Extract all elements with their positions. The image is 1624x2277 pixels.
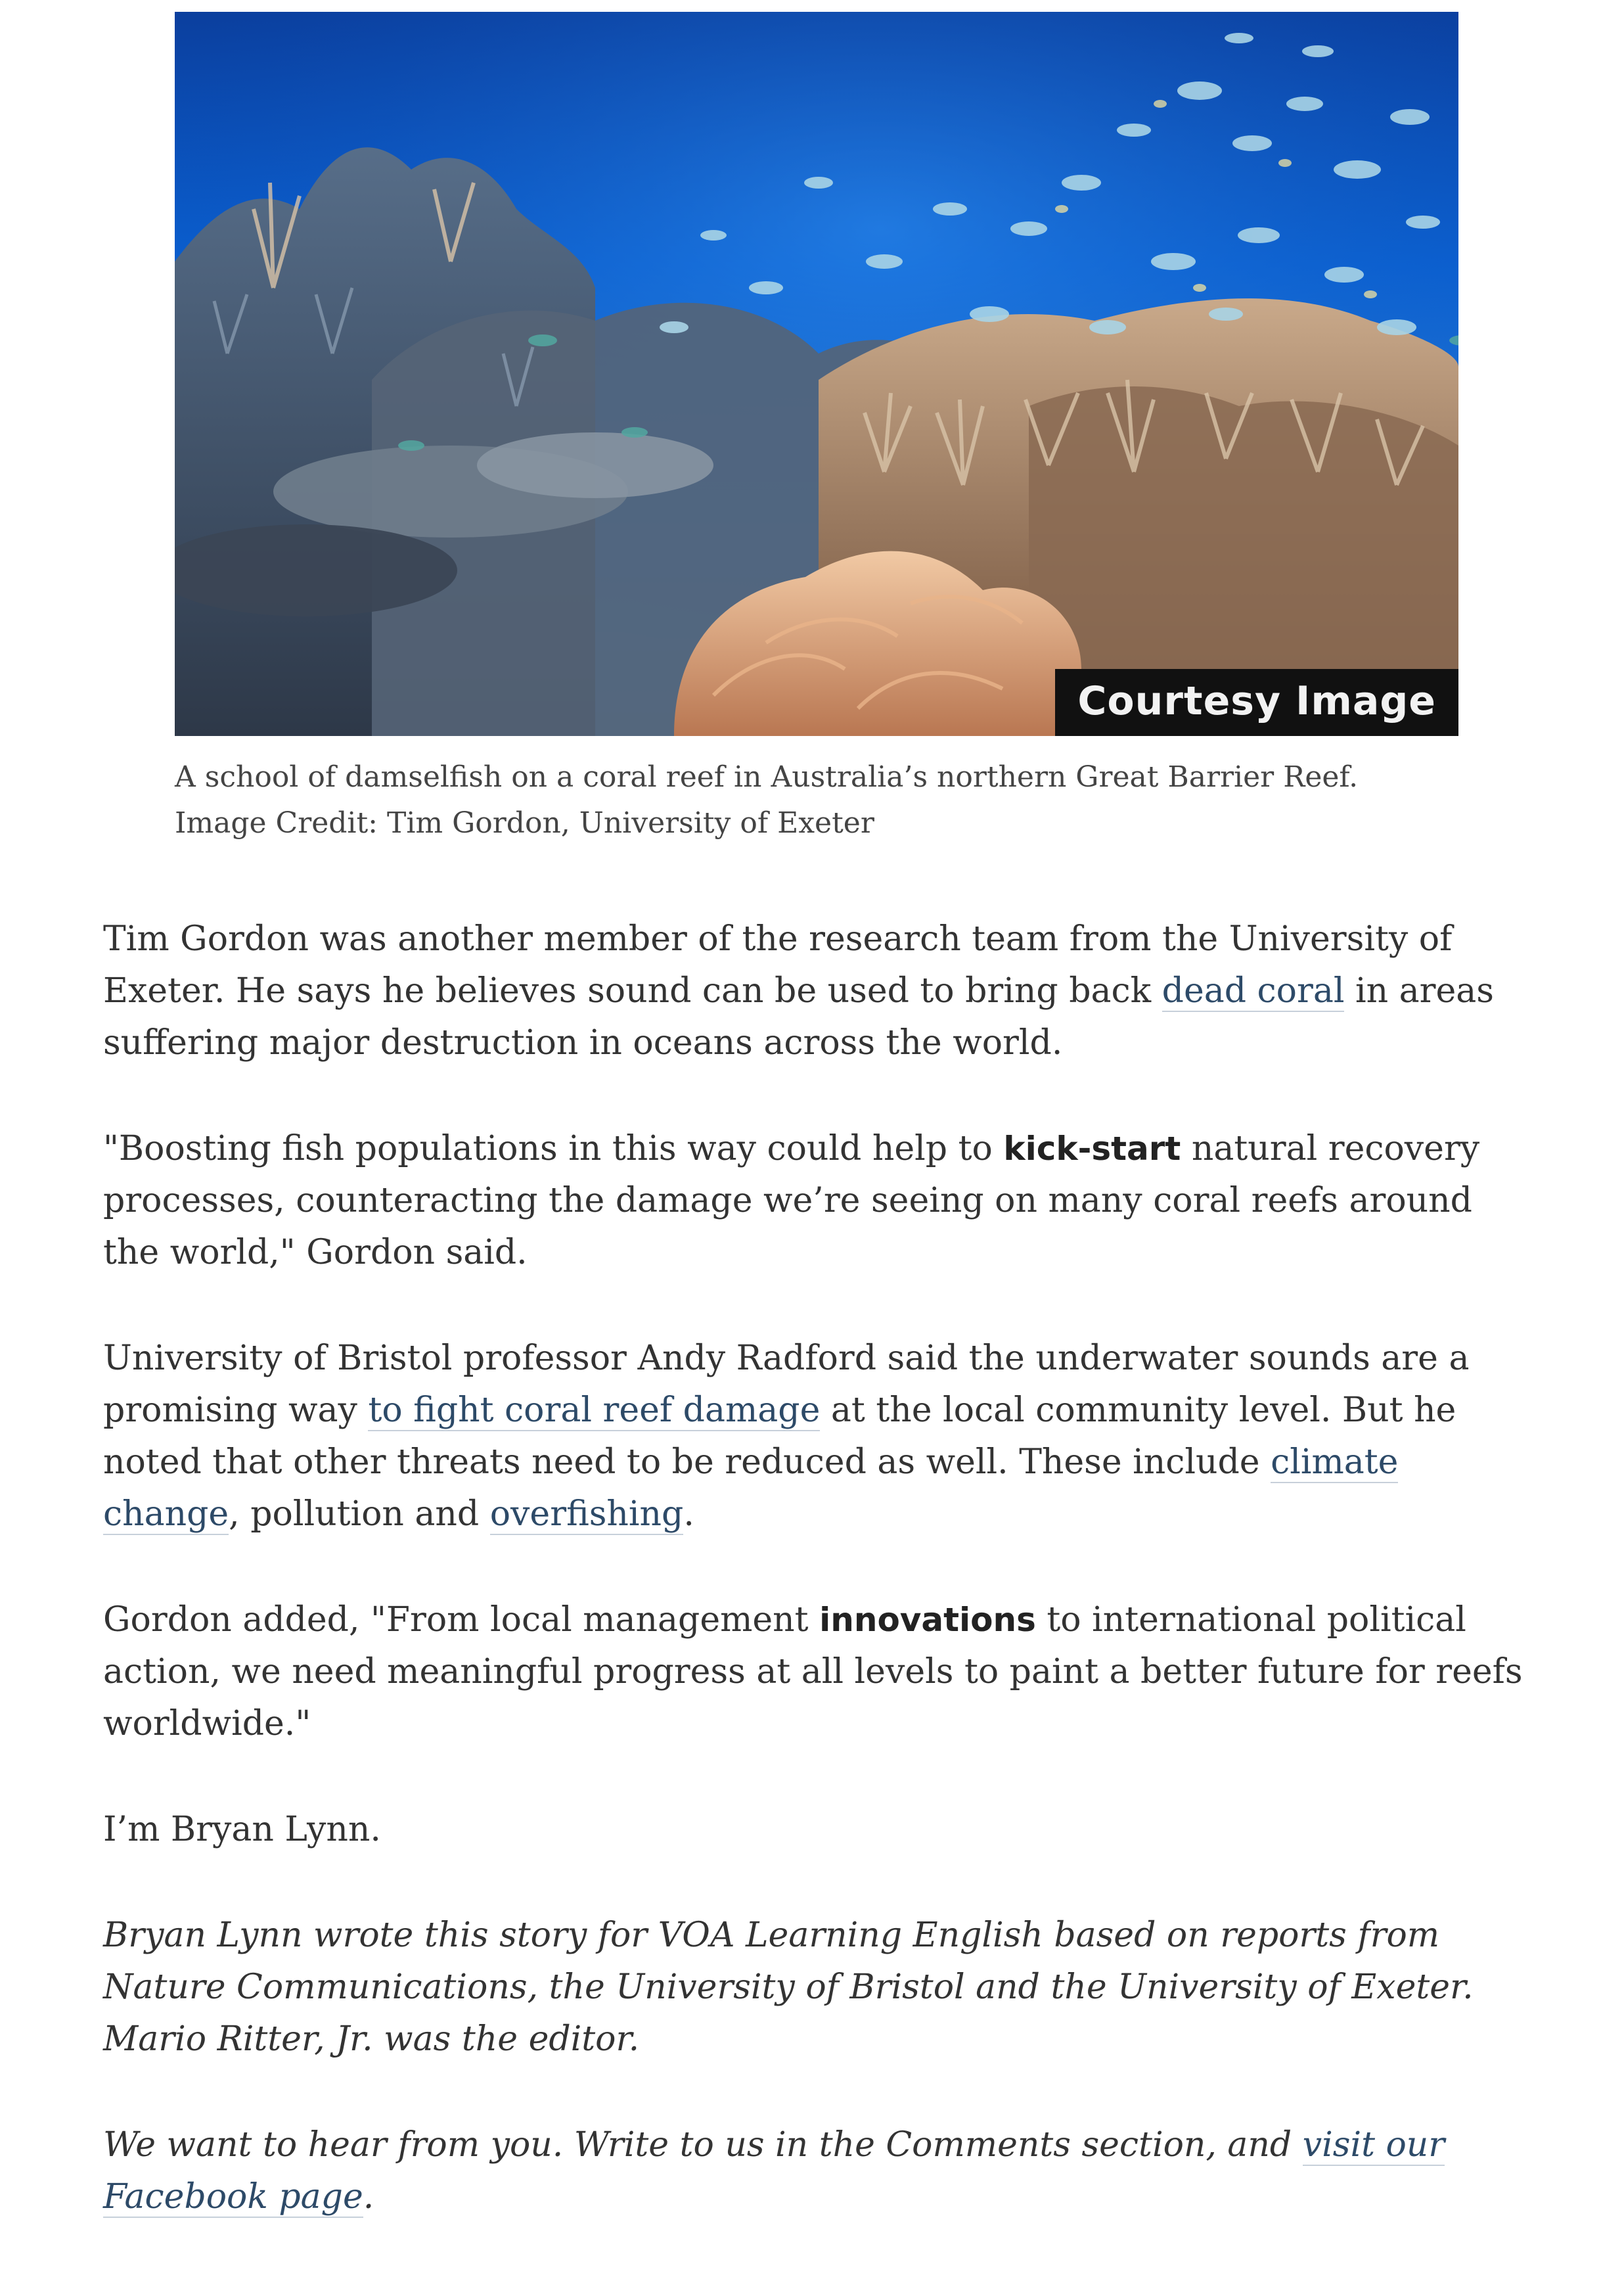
author-note (103, 1910, 1535, 2065)
paragraph-3-text-3: , pollution and (229, 1494, 490, 1534)
fight-coral-reef-damage-link[interactable]: to fight coral reef damage (368, 1391, 821, 1430)
photo-caption: A school of damselfish on a coral reef in Australia’s northern Great Barrier Reef. Image Credit: Tim Gordon, University of Exeter (175, 760, 1359, 840)
article-figure (175, 12, 1458, 846)
sign-off (103, 1804, 1535, 1856)
courtesy-image-label: Courtesy Image (1055, 669, 1458, 736)
paragraph-3-text-4: . (683, 1494, 694, 1534)
paragraph-3-text-2: at the local community level. But he noted that other threats need to be reduced as well. These include (103, 1391, 1456, 1482)
paragraph-3-text-1: University of Bristol professor Andy Radford said the underwater sounds are a promising way (103, 1339, 1470, 1430)
paragraph-1-text-2: in areas suffering major destruction in oceans across the world. (103, 971, 1494, 1063)
coral-reef-illustration (175, 12, 1458, 736)
facebook-page-link[interactable]: visit our Facebook page (103, 2125, 1445, 2217)
innovations-term: innovations (819, 1601, 1036, 1639)
coral-reef-photo (175, 12, 1458, 736)
paragraph-4 (103, 1594, 1535, 1750)
feedback-note (103, 2119, 1535, 2223)
paragraph-2 (103, 1123, 1535, 1279)
paragraph-4-text-1: Gordon added, "From local management (103, 1600, 820, 1640)
paragraph-3 (103, 1333, 1535, 1540)
paragraph-1-text-1: Tim Gordon was another member of the research team from the University of Exeter. He says he believes sound can be used to bring back (103, 919, 1453, 1011)
dead-coral-link[interactable]: dead coral (1162, 971, 1345, 1011)
paragraph-2-text-2: natural recovery processes, counteracting the damage we’re seeing on many coral reefs around the world," Gordon said. (103, 1129, 1480, 1272)
paragraph-4-text-2: to international political action, we need meaningful progress at all levels to paint a better future for reefs worldwide." (103, 1600, 1523, 1743)
feedback-note-text-1: We want to hear from you. Write to us in the Comments section, and (103, 2125, 1303, 2165)
paragraph-2-text-1: "Boosting fish populations in this way could help to (103, 1129, 1004, 1168)
paragraph-1 (103, 913, 1535, 1069)
climate-change-link[interactable]: climate change (103, 1442, 1399, 1534)
author-note-text: Bryan Lynn wrote this story for VOA Learning English based on reports from Nature Communications, the University of Bristol and the University of Exeter. Mario Ritter, Jr. was the editor. (103, 1916, 1474, 2059)
overfishing-link[interactable]: overfishing (489, 1494, 684, 1534)
sign-off-text: I’m Bryan Lynn. (103, 1810, 381, 1849)
kick-start-term: kick-start (1003, 1130, 1181, 1168)
feedback-note-text-2: . (363, 2177, 374, 2217)
article-body (103, 913, 1535, 2277)
